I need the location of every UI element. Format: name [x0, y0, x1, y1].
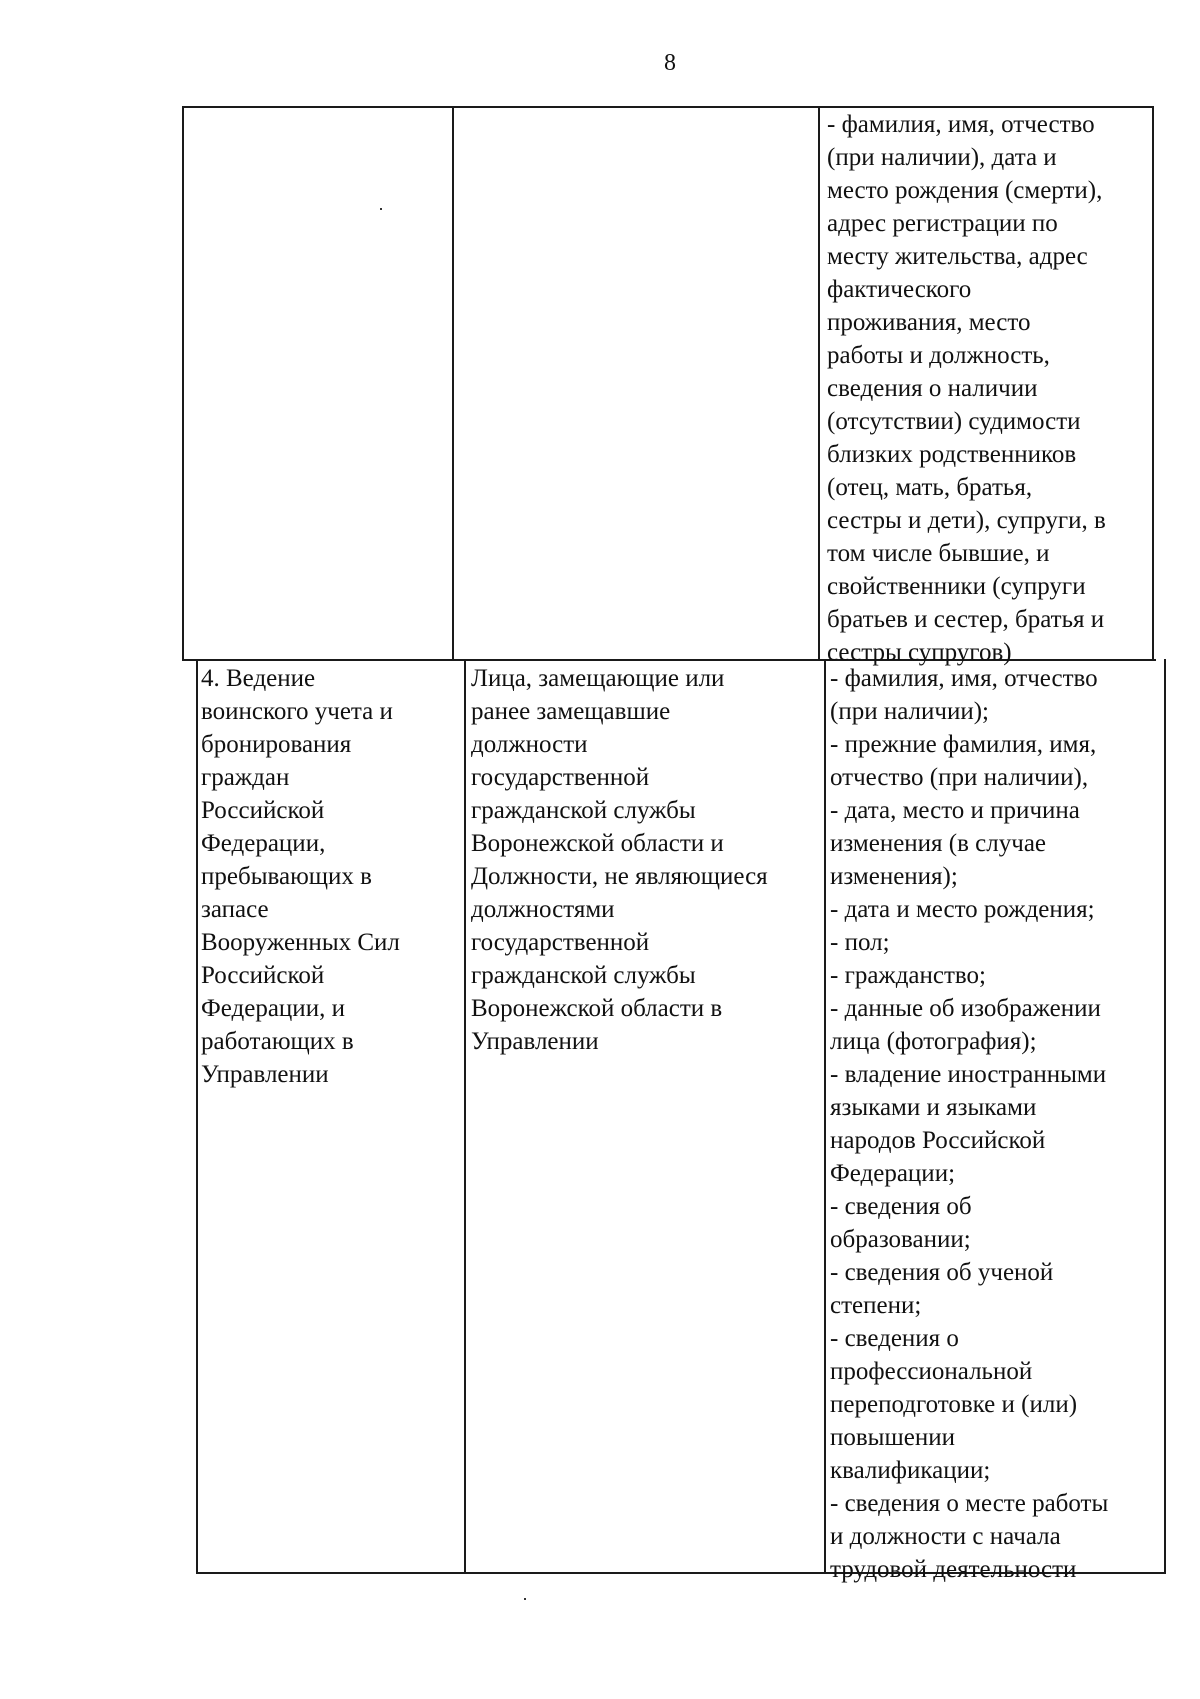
column-divider-2-row1 — [818, 106, 820, 661]
table-right-border-row2 — [1164, 659, 1166, 1574]
table-right-border-row1 — [1152, 106, 1154, 661]
page-number: 8 — [664, 50, 676, 76]
scan-speck — [380, 208, 382, 210]
table-left-border-row1 — [182, 106, 184, 661]
row2-col3-cell: - фамилия, имя, отчество (при наличии); - прежние фамилия, имя, отчество (при наличии), - дата, место и причина изменения (в случае изменения); - дата и место рождения; - пол; - гражданство; - данные об изображении лица (фотография); - владение иностранными языками и языками народов Российской Федерации; - сведения об образовании; - сведения об ученой степени; - сведения о профессиональной переподготовке и (или) повышении квалификации; - сведения о месте работы и должности с начала трудовой деятельности — [830, 665, 1109, 1583]
row2-col2-cell: Лица, замещающие или ранее замещавшие должности государственной гражданской службы Воронежской области и Должности, не являющиеся должностями государственной гражданской службы Воронежской области в Управлении — [471, 665, 768, 1055]
scan-speck — [524, 1598, 526, 1600]
table-left-border-row2 — [196, 659, 198, 1574]
column-divider-1-row1 — [452, 106, 454, 661]
row1-col3-cell: - фамилия, имя, отчество (при наличии), дата и место рождения (смерти), адрес регистрации по месту жительства, адрес фактического проживания, место работы и должность, сведения о наличии (отсутствии) судимости близких родственников (отец, мать, братья, сестры и дети), супруги, в том числе бывшие, и свойственники (супруги братьев и сестер, братья и сестры супругов) — [827, 111, 1106, 666]
column-divider-1-row2 — [464, 659, 466, 1574]
row2-col1-cell: 4. Ведение воинского учета и бронирования граждан Российской Федерации, пребывающих в запасе Вооруженных Сил Российской Федерации, и работающих в Управлении — [201, 665, 400, 1088]
column-divider-2-row2 — [824, 659, 826, 1574]
